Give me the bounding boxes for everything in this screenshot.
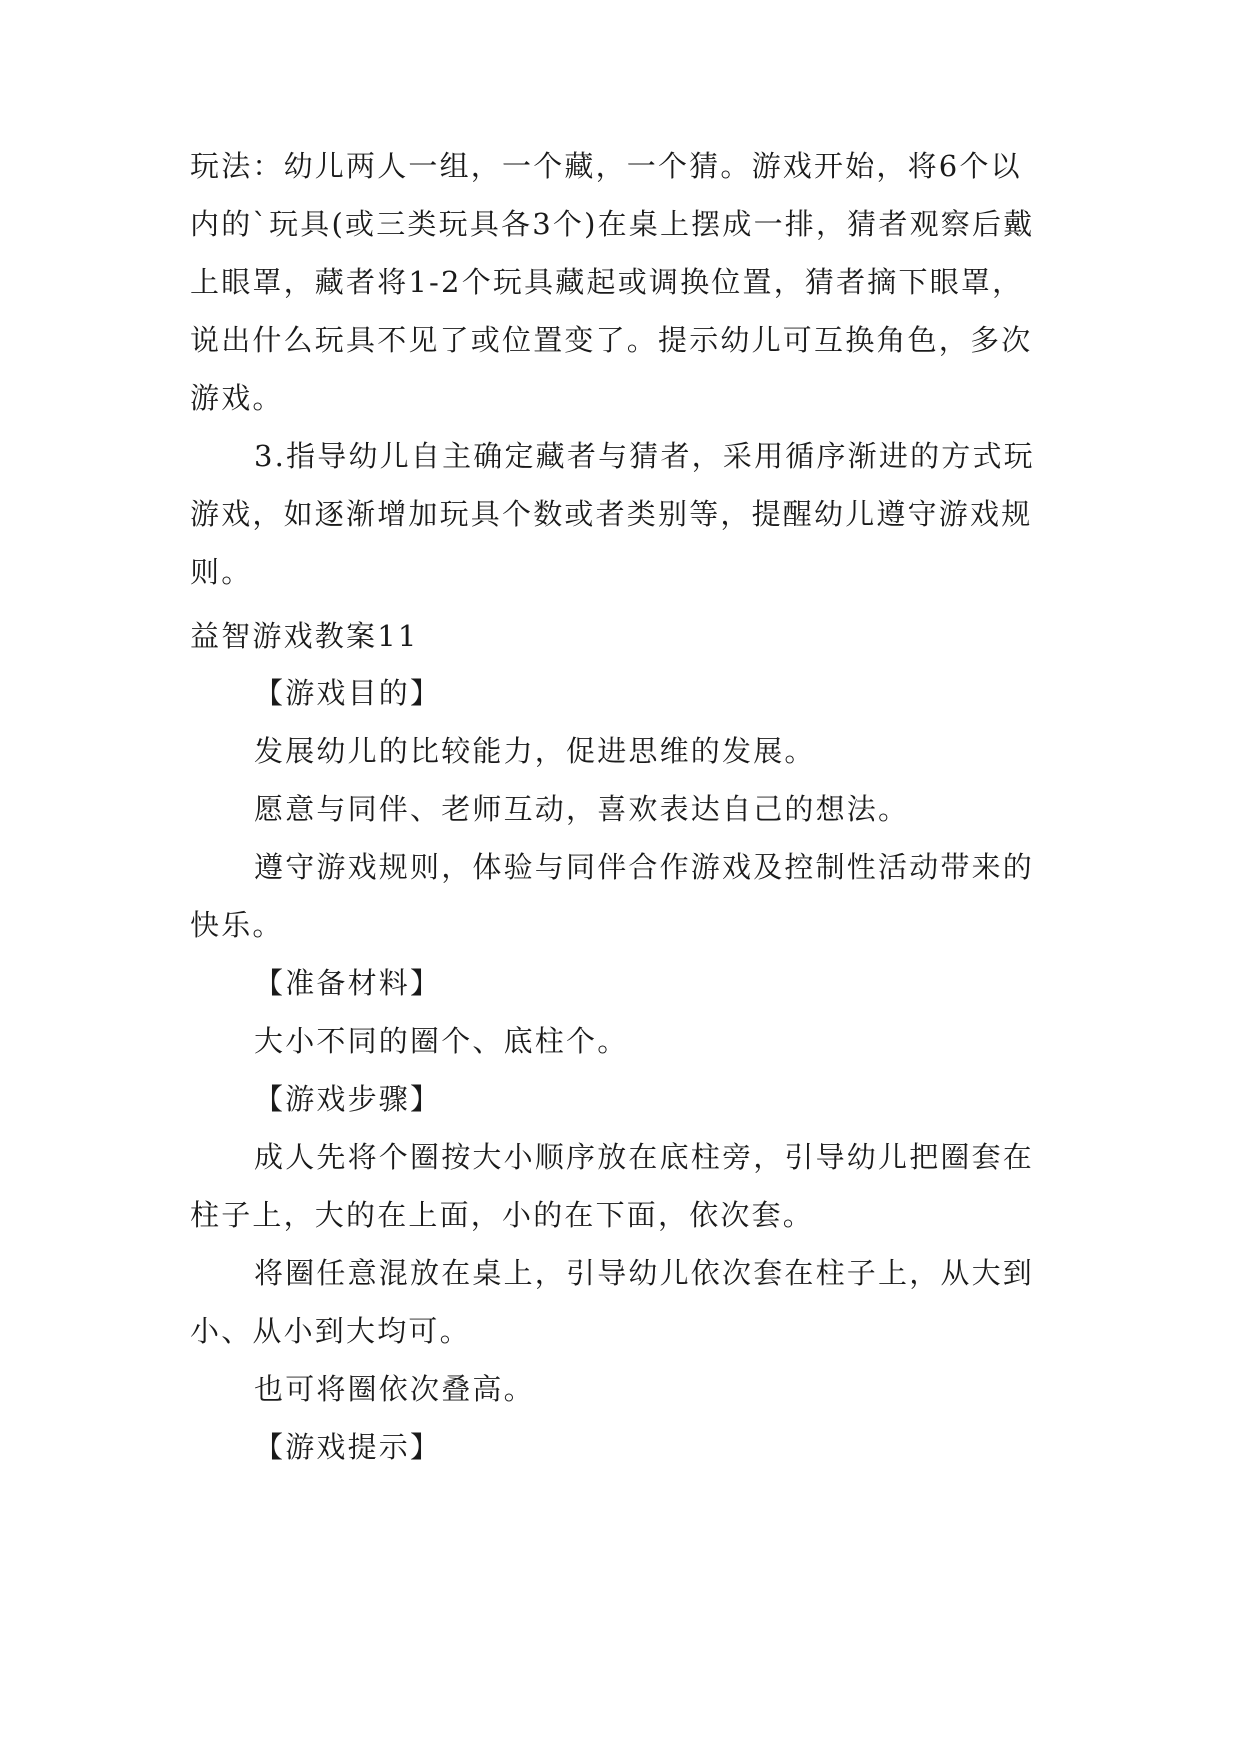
section-1 [190,137,1050,601]
paragraph-purpose-1: 发展幼儿的比较能力，促进思维的发展。 [254,734,816,768]
paragraph-purpose-3: 遵守游戏规则，体验与同伴合作游戏及控制性活动带来的快乐。 [190,850,1035,942]
subheading-materials: 【准备材料】 [254,966,442,1000]
subheading-game-purpose: 【游戏目的】 [254,676,442,710]
paragraph-guidance: 3.指导幼儿自主确定藏者与猜者，采用循序渐进的方式玩游戏，如逐渐增加玩具个数或者类别等，提醒幼儿遵守游戏规则。 [190,439,1035,589]
paragraph-step-3: 也可将圈依次叠高。 [254,1372,535,1406]
paragraph-purpose-2: 愿意与同伴、老师互动，喜欢表达自己的想法。 [254,792,910,826]
subheading-game-steps: 【游戏步骤】 [254,1082,442,1116]
section-title: 益智游戏教案11 [190,619,419,653]
subheading-game-tips: 【游戏提示】 [254,1430,442,1464]
paragraph-materials: 大小不同的圈个、底柱个。 [254,1024,629,1058]
paragraph-gameplay: 玩法：幼儿两人一组，一个藏，一个猜。游戏开始，将6个以内的`玩具(或三类玩具各3个)在桌上摆成一排，猜者观察后戴上眼罩，藏者将1-2个玩具藏起或调换位置，猜者摘下眼罩，说出什么玩具不见了或位置变了。提示幼儿可互换角色，多次游戏。 [190,149,1035,415]
paragraph-step-1: 成人先将个圈按大小顺序放在底柱旁，引导幼儿把圈套在柱子上，大的在上面，小的在下面，依次套。 [190,1140,1035,1232]
section-2 [190,664,1050,1476]
paragraph-step-2: 将圈任意混放在桌上，引导幼儿依次套在柱子上，从大到小、从小到大均可。 [190,1256,1035,1348]
